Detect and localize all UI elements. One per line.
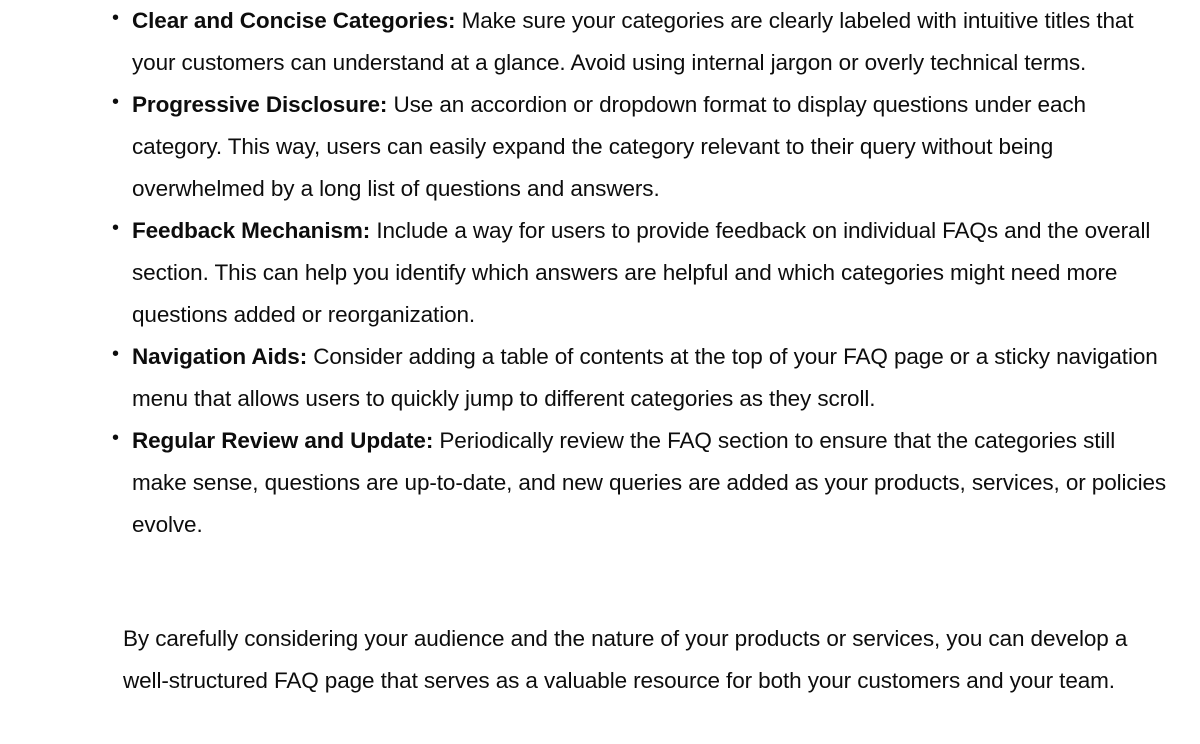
tip-title: Navigation Aids: bbox=[132, 344, 308, 369]
tips-list bbox=[112, 0, 1172, 546]
bullet-icon: • bbox=[112, 343, 119, 365]
tip-title: Progressive Disclosure: bbox=[132, 92, 388, 117]
tip-text: Use an accordion or dropdown format to display questions under each category. This way, users can easily expand the category relevant to their query without being overwhelmed by a long list of questions and answers. bbox=[132, 92, 1086, 201]
list-item bbox=[112, 0, 1172, 84]
bullet-icon: • bbox=[112, 7, 119, 29]
tip-text: Consider adding a table of contents at the top of your FAQ page or a sticky navigation menu that allows users to quickly jump to different categories as they scroll. bbox=[132, 344, 1158, 411]
bullet-icon: • bbox=[112, 217, 119, 239]
tip-title: Feedback Mechanism: bbox=[132, 218, 371, 243]
bullet-icon: • bbox=[112, 427, 119, 449]
tip-title: Regular Review and Update: bbox=[132, 428, 434, 453]
conclusion-paragraph: By carefully considering your audience and the nature of your products or services, you can develop a well-structured FAQ page that serves as a valuable resource for both your customers and your team. bbox=[123, 626, 1128, 693]
tip-text: Make sure your categories are clearly labeled with intuitive titles that your customers can understand at a glance. Avoid using internal jargon or overly technical terms. bbox=[132, 8, 1134, 75]
tip-text: Periodically review the FAQ section to ensure that the categories still make sense, questions are up-to-date, and new queries are added as your products, services, or policies evolve. bbox=[132, 428, 1167, 537]
list-item bbox=[112, 84, 1172, 210]
tip-title: Clear and Concise Categories: bbox=[132, 8, 456, 33]
list-item bbox=[112, 210, 1172, 336]
bullet-icon: • bbox=[112, 91, 119, 113]
tip-text: Include a way for users to provide feedback on individual FAQs and the overall section. This can help you identify which answers are helpful and which categories might need more questions added or reorganization. bbox=[132, 218, 1151, 327]
list-item bbox=[112, 336, 1172, 420]
list-item bbox=[112, 420, 1172, 546]
